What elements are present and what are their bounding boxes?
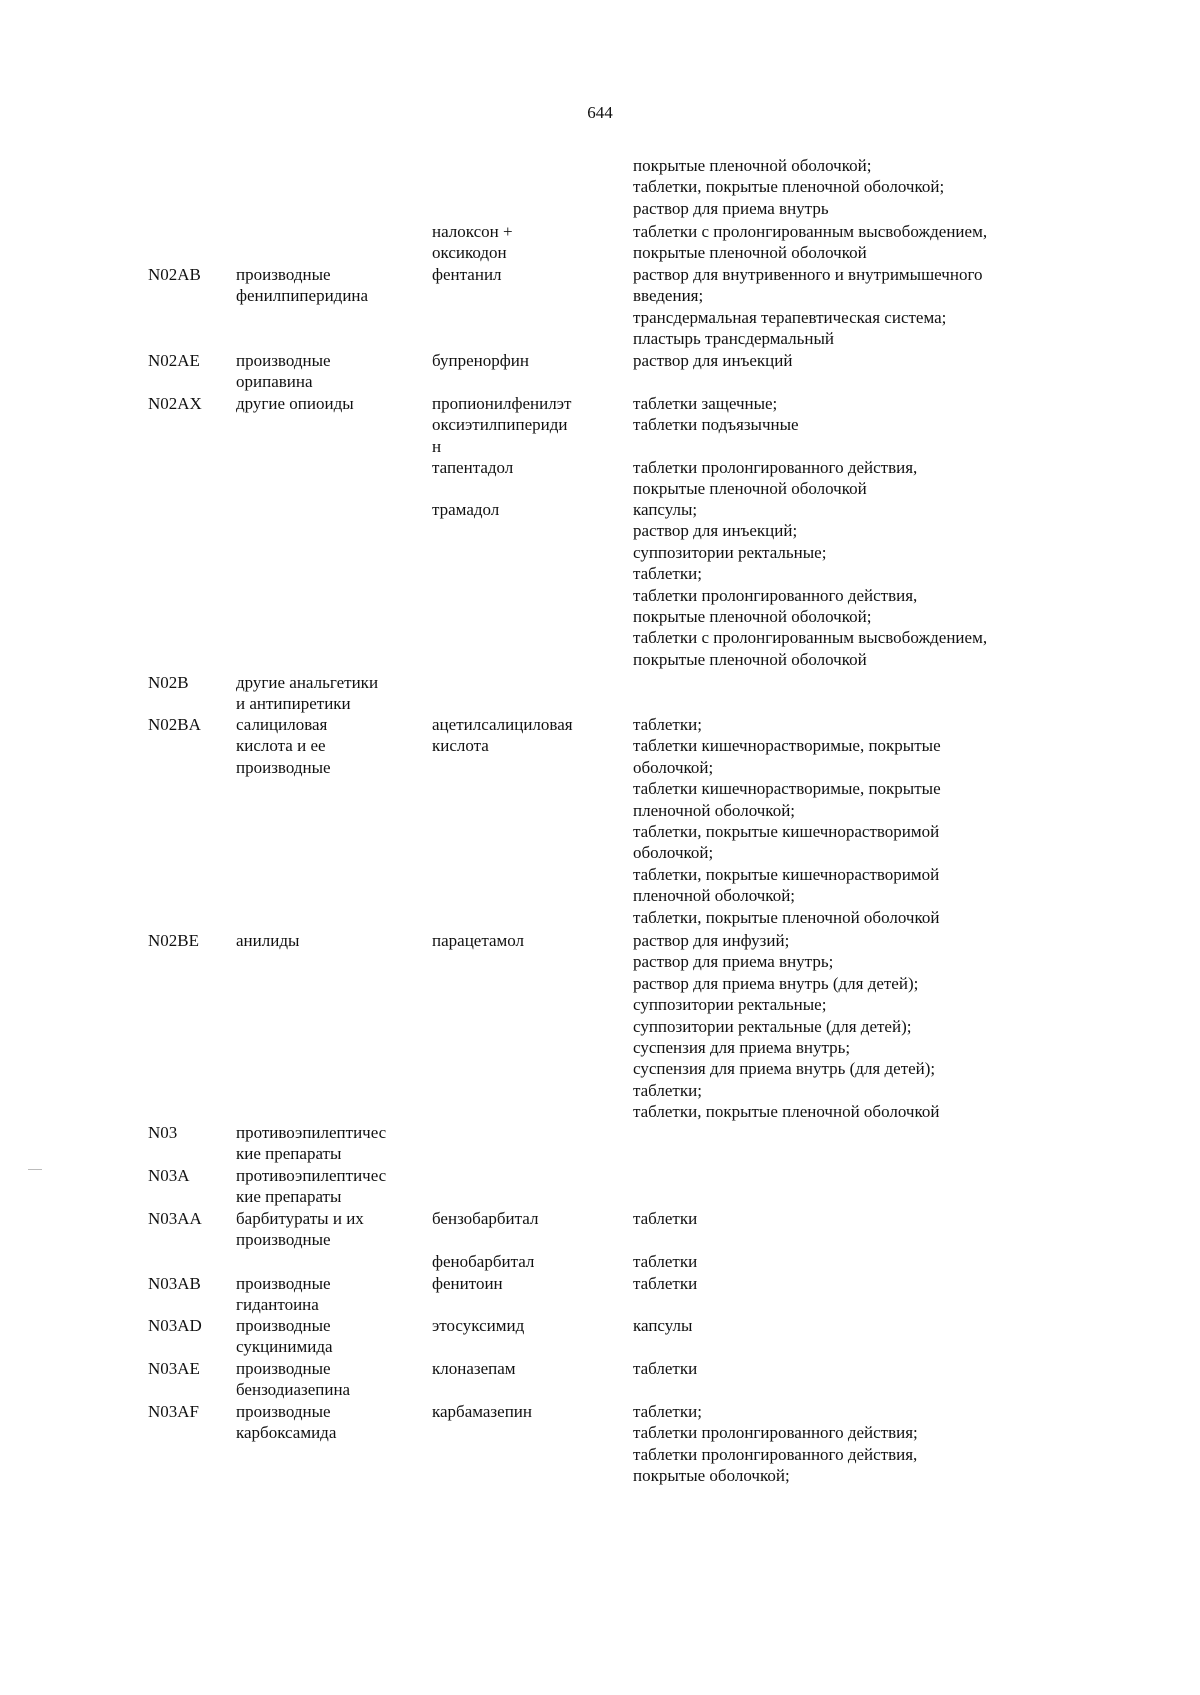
substance-name-line: парацетамол	[432, 931, 525, 950]
dosage-forms	[633, 499, 1193, 670]
atc-group-name-line: производные	[236, 757, 331, 777]
dosage-forms-line: суппозитории ректальные (для детей);	[633, 1016, 912, 1036]
substance-name-line: кислота	[432, 736, 489, 756]
atc-group-name-line: противоэпилептичес	[236, 1166, 387, 1185]
dosage-forms-line: раствор для инъекций;	[633, 521, 798, 541]
dosage-forms-line: таблетки кишечнорастворимые, покрытые	[633, 779, 941, 799]
atc-group-name	[236, 930, 426, 951]
dosage-forms	[633, 393, 1193, 436]
substance-name-line: этосуксимид	[432, 1316, 525, 1335]
dosage-forms-line: оболочкой;	[633, 757, 714, 777]
dosage-forms	[633, 1251, 1193, 1272]
dosage-forms-line: суспензия для приема внутрь;	[633, 1038, 851, 1058]
dosage-forms-line: таблетки подъязычные	[633, 415, 799, 435]
atc-code: N02B	[148, 673, 189, 692]
atc-code: N02AB	[148, 265, 201, 284]
dosage-forms-line: покрытые пленочной оболочкой	[633, 479, 867, 499]
atc-code: N03AF	[148, 1402, 200, 1421]
dosage-forms-line: суспензия для приема внутрь (для детей);	[633, 1059, 936, 1079]
atc-group-name-line: и антипиретики	[236, 694, 351, 714]
substance-name-line: трамадол	[432, 500, 500, 519]
dosage-forms-line: раствор для приема внутрь (для детей);	[633, 973, 919, 993]
dosage-forms-line: покрытые пленочной оболочкой	[633, 649, 867, 669]
substance-name	[432, 1251, 622, 1272]
dosage-forms-line: раствор для приема внутрь	[633, 198, 829, 218]
dosage-forms-line: таблетки	[633, 1274, 698, 1293]
dosage-forms	[633, 930, 1193, 1123]
dosage-forms	[633, 350, 1193, 371]
atc-group-name-line: производные	[236, 1230, 331, 1250]
atc-code: N02AE	[148, 351, 200, 370]
atc-group-name	[236, 1315, 426, 1358]
dosage-forms-line: суппозитории ректальные;	[633, 542, 827, 562]
substance-name-line: оксикодон	[432, 243, 507, 263]
margin-mark	[28, 1169, 42, 1170]
atc-group-name	[236, 393, 426, 414]
substance-name	[432, 1208, 622, 1229]
substance-name-line: фентанил	[432, 265, 502, 284]
substance-name-line: фенобарбитал	[432, 1252, 535, 1271]
dosage-forms-line: таблетки, покрытые пленочной оболочкой;	[633, 177, 945, 197]
atc-group-name-line: производные	[236, 1359, 331, 1378]
dosage-forms-line: раствор для приема внутрь;	[633, 952, 834, 972]
atc-group-name-line: производные	[236, 1316, 331, 1335]
atc-code: N03A	[148, 1166, 190, 1185]
dosage-forms-line: таблетки;	[633, 564, 702, 584]
dosage-forms-line: капсулы	[633, 1316, 693, 1335]
dosage-forms	[633, 1315, 1193, 1336]
atc-group-name-line: фенилпиперидина	[236, 286, 369, 306]
atc-code: N02BA	[148, 715, 201, 734]
dosage-forms-line: таблетки с пролонгированным высвобождением,	[633, 628, 988, 648]
dosage-forms-line: оболочкой;	[633, 843, 714, 863]
substance-name-line: карбамазепин	[432, 1402, 532, 1421]
atc-code: N03	[148, 1123, 178, 1142]
dosage-forms-line: таблетки;	[633, 715, 702, 734]
atc-group-name	[236, 1401, 426, 1444]
atc-group-name-line: сукцинимида	[236, 1337, 333, 1357]
atc-code: N02AX	[148, 394, 202, 413]
dosage-forms-line: таблетки, покрытые пленочной оболочкой	[633, 907, 940, 927]
substance-name-line: бупренорфин	[432, 351, 529, 370]
atc-code: N03AB	[148, 1274, 201, 1293]
dosage-forms-line: таблетки кишечнорастворимые, покрытые	[633, 736, 941, 756]
dosage-forms-line: таблетки;	[633, 1402, 702, 1421]
atc-group-name-line: другие анальгетики	[236, 673, 379, 692]
atc-group-name-line: карбоксамида	[236, 1423, 337, 1443]
dosage-forms-line: таблетки;	[633, 1080, 702, 1100]
substance-name	[432, 1315, 622, 1336]
dosage-forms-line: таблетки пролонгированного действия,	[633, 1444, 918, 1464]
atc-group-name-line: гидантоина	[236, 1295, 319, 1315]
dosage-forms	[633, 221, 1193, 264]
dosage-forms-line: раствор для инъекций	[633, 351, 793, 370]
dosage-forms	[633, 264, 1193, 350]
atc-group-name-line: анилиды	[236, 931, 300, 950]
substance-name	[432, 457, 622, 478]
atc-group-name	[236, 1273, 426, 1316]
atc-group-name	[236, 1122, 426, 1165]
substance-name	[432, 499, 622, 520]
substance-name-line: фенитоин	[432, 1274, 503, 1293]
atc-code: N02BE	[148, 931, 199, 950]
dosage-forms-line: покрытые пленочной оболочкой;	[633, 156, 872, 175]
substance-name	[432, 264, 622, 285]
dosage-forms-line: таблетки	[633, 1252, 698, 1271]
atc-group-name-line: барбитураты и их	[236, 1209, 364, 1228]
dosage-forms-line: таблетки пролонгированного действия,	[633, 585, 918, 605]
dosage-forms	[633, 457, 1193, 500]
dosage-forms-line: введения;	[633, 286, 704, 306]
atc-group-name-line: бензодиазепина	[236, 1380, 351, 1400]
dosage-forms-line: трансдермальная терапевтическая система;	[633, 307, 947, 327]
dosage-forms-line: таблетки	[633, 1209, 698, 1228]
atc-group-name	[236, 1208, 426, 1251]
dosage-forms	[633, 1358, 1193, 1379]
substance-name-line: бензобарбитал	[432, 1209, 539, 1228]
substance-name	[432, 1401, 622, 1422]
substance-name-line: клоназепам	[432, 1359, 516, 1378]
dosage-forms-line: таблетки с пролонгированным высвобождением,	[633, 222, 988, 241]
dosage-forms-line: таблетки	[633, 1359, 698, 1378]
dosage-forms	[633, 155, 1193, 219]
dosage-forms	[633, 1208, 1193, 1229]
atc-group-name-line: салициловая	[236, 715, 328, 734]
atc-group-name	[236, 350, 426, 393]
substance-name	[432, 350, 622, 371]
dosage-forms-line: покрытые пленочной оболочкой;	[633, 607, 872, 627]
atc-group-name-line: кислота и ее	[236, 736, 326, 756]
dosage-forms-line: таблетки, покрытые пленочной оболочкой	[633, 1102, 940, 1122]
dosage-forms-line: таблетки пролонгированного действия,	[633, 458, 918, 477]
substance-name	[432, 1273, 622, 1294]
atc-group-name-line: производные	[236, 351, 331, 370]
atc-group-name-line: противоэпилептичес	[236, 1123, 387, 1142]
atc-group-name-line: орипавина	[236, 372, 313, 392]
dosage-forms-line: капсулы;	[633, 500, 698, 519]
atc-group-name-line: производные	[236, 1402, 331, 1421]
substance-name-line: налоксон +	[432, 222, 513, 241]
dosage-forms-line: таблетки пролонгированного действия;	[633, 1423, 918, 1443]
substance-name	[432, 221, 622, 264]
substance-name-line: тапентадол	[432, 458, 514, 477]
dosage-forms	[633, 714, 1193, 928]
atc-code: N03AD	[148, 1316, 202, 1335]
dosage-forms	[633, 1273, 1193, 1294]
atc-group-name	[236, 1165, 426, 1208]
substance-name	[432, 930, 622, 951]
dosage-forms-line: пленочной оболочкой;	[633, 800, 796, 820]
atc-group-name-line: кие препараты	[236, 1144, 342, 1164]
substance-name	[432, 1358, 622, 1379]
substance-name-line: н	[432, 436, 442, 456]
dosage-forms-line: таблетки, покрытые кишечнорастворимой	[633, 822, 940, 842]
dosage-forms-line: раствор для инфузий;	[633, 931, 790, 950]
dosage-forms-line: пластырь трансдермальный	[633, 329, 834, 349]
dosage-forms-line: пленочной оболочкой;	[633, 886, 796, 906]
page-number: 644	[587, 103, 613, 122]
atc-group-name	[236, 264, 426, 307]
dosage-forms	[633, 1401, 1193, 1487]
substance-name	[432, 393, 622, 457]
atc-group-name	[236, 672, 426, 715]
dosage-forms-line: суппозитории ректальные;	[633, 995, 827, 1015]
dosage-forms-line: раствор для внутривенного и внутримышечного	[633, 265, 983, 284]
dosage-forms-line: покрытые пленочной оболочкой	[633, 243, 867, 263]
atc-code: N03AE	[148, 1359, 200, 1378]
atc-group-name-line: производные	[236, 265, 331, 284]
atc-group-name-line: другие опиоиды	[236, 394, 354, 413]
atc-group-name	[236, 1358, 426, 1401]
substance-name-line: ацетилсалициловая	[432, 715, 573, 734]
atc-group-name	[236, 714, 426, 778]
substance-name	[432, 714, 622, 757]
substance-name-line: пропионилфенилэт	[432, 394, 572, 413]
atc-group-name-line: кие препараты	[236, 1187, 342, 1207]
substance-name-line: оксиэтилпипериди	[432, 415, 568, 435]
dosage-forms-line: таблетки защечные;	[633, 394, 778, 413]
atc-code: N03AA	[148, 1209, 202, 1228]
dosage-forms-line: покрытые оболочкой;	[633, 1466, 790, 1486]
dosage-forms-line: таблетки, покрытые кишечнорастворимой	[633, 864, 940, 884]
atc-group-name-line: производные	[236, 1274, 331, 1293]
